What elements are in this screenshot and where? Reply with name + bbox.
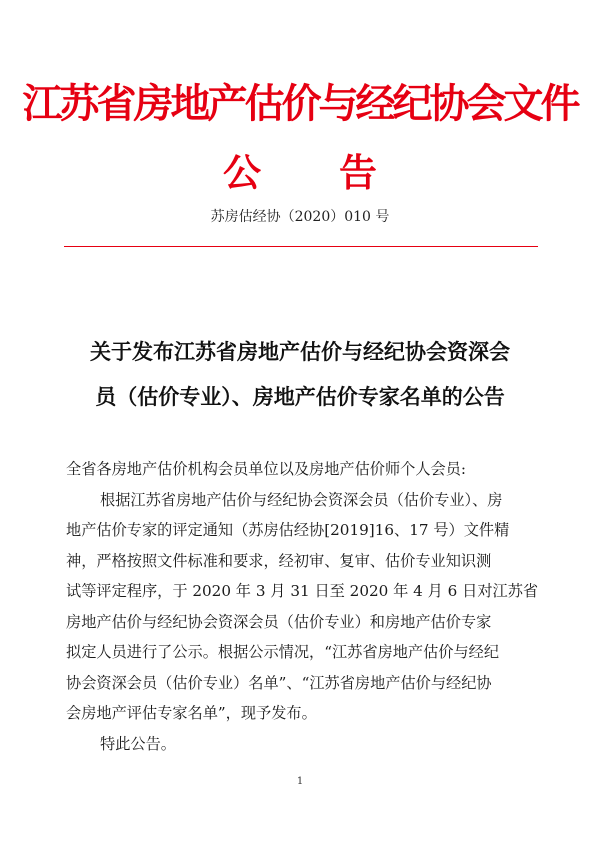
subject-line-2: 员（估价专业）、房地产估价专家名单的公告 xyxy=(95,385,505,409)
document-subject xyxy=(40,330,560,420)
body-line: 神，严格按照文件标准和要求，经初审、复审、估价专业知识测 xyxy=(66,551,492,570)
body-line: 根据江苏省房地产估价与经纪协会资深会员（估价专业）、房 xyxy=(100,490,503,509)
body-line: 拟定人员进行了公示。根据公示情况，“江苏省房地产估价与经纪 xyxy=(66,643,500,661)
body-line: 协会资深会员（估价专业）名单”、“江苏省房地产估价与经纪协 xyxy=(66,673,492,692)
salutation: 全省各房地产估价机构会员单位以及房地产估价师个人会员: xyxy=(66,460,466,478)
closing-line: 特此公告。 xyxy=(100,734,176,753)
red-divider-line xyxy=(64,246,538,247)
subject-line-1: 关于发布江苏省房地产估价与经纪协会资深会 xyxy=(90,340,510,364)
body-line: 房地产估价与经纪协会资深会员（估价专业）和房地产估价专家 xyxy=(66,612,492,631)
issuer-header-title: 江苏省房地产估价与经纪协会文件 xyxy=(22,80,578,127)
document-number: 苏房估经协（2020）010 号 xyxy=(210,209,390,225)
body-line: 会房地产评估专家名单”，现予发布。 xyxy=(66,704,317,722)
body-line: 试等评定程序，于 2020 年 3 月 31 日至 2020 年 4 月 6 日对江苏省 xyxy=(66,582,539,600)
page-number: 1 xyxy=(296,776,304,787)
body-line: 地产估价专家的评定通知（苏房估经协[2019]16、17 号）文件精 xyxy=(66,521,510,539)
document-body xyxy=(66,454,540,759)
announcement-label: 公告 xyxy=(222,150,455,195)
